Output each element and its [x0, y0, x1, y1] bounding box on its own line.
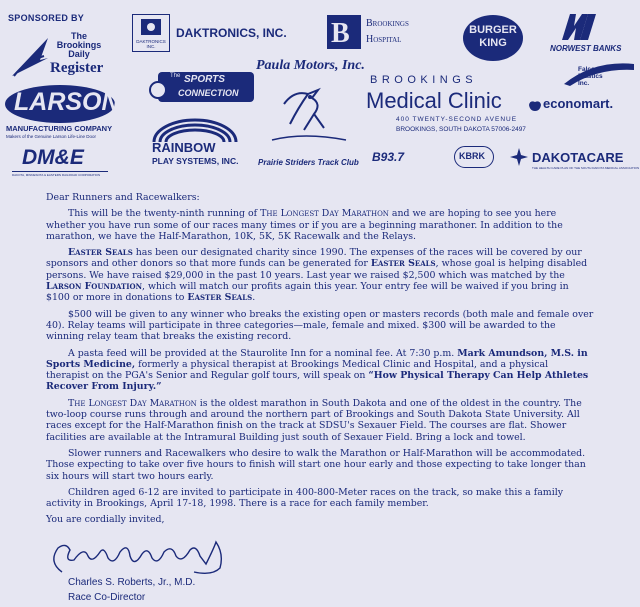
kbrk-name: KBRK	[459, 151, 485, 161]
daktronics-name: DAKTRONICS, INC.	[176, 26, 287, 40]
register-line3: Daily	[68, 49, 90, 59]
clinic-name: Medical Clinic	[366, 88, 502, 113]
economart-logo	[528, 96, 638, 116]
roadrunner-icon	[264, 84, 354, 148]
dme-tag: DAKOTA, MINNESOTA & EASTERN RAILROAD CORPORATION	[12, 173, 101, 177]
letter-body	[46, 192, 594, 526]
larson-name: LARSON	[14, 88, 120, 116]
paragraph-3: $500 will be given to any winner who breaks the existing open or masters records (both male and female over 40). Relay teams will participate in three categories—male, female and mixed. $300 will be awarded to the winning relay team that breaks the existing record.	[46, 308, 594, 343]
clinic-addr2: BROOKINGS, SOUTH DAKOTA 57006-2497	[396, 126, 526, 133]
burger-king-line2: KING	[479, 37, 507, 49]
paragraph-5: The Longest Day Marathon is the oldest marathon in South Dakota and one of the oldest in the country. The two-loop course runs through and around the northern part of Brookings and South Dakota State University. All races except for the Half-Marathon finish on the track at SDSU's Sexauer Field. The courses are flat. Shower facilities are available at the Intramural Building just south of Sexauer Field. Bring a lock and towel.	[46, 397, 582, 443]
rainbow-arc-icon	[150, 116, 240, 142]
falcon-line1: Falcon	[578, 66, 599, 73]
sports-line1: The	[170, 73, 181, 79]
paragraph-1: This will be the twenty-ninth running of The Longest Day Marathon and we are hoping to see you here whether you have run some of our races many times or if you are a beginning marathoner. In addition to the marathon, we have the Half-Marathon, 10K, 5K, 5K Racewalk and the Relays.	[46, 208, 563, 242]
register-line2: Brookings	[56, 40, 102, 50]
burger-king-logo	[462, 14, 524, 62]
hospital-bb-icon	[326, 14, 362, 50]
rainbow-line2: PLAY SYSTEMS, INC.	[152, 156, 239, 166]
sports-connection-logo	[148, 66, 258, 106]
register-swoosh-icon	[10, 36, 50, 78]
hospital-line1: Brookings	[366, 18, 409, 29]
brookings-hospital-logo	[326, 14, 436, 54]
svg-text:B: B	[331, 18, 350, 49]
falcon-line3: Inc.	[578, 80, 590, 87]
signature-name: Charles S. Roberts, Jr., M.D.	[68, 577, 196, 588]
larson-logo	[4, 84, 120, 142]
handwritten-signature	[44, 538, 244, 578]
letter-closing: You are cordially invited,	[46, 514, 165, 526]
daktronics-logo	[132, 14, 287, 58]
paragraph-4: A pasta feed will be provided at the Staurolite Inn for a nominal fee. At 7:30 p.m. Mark Amundson, M.S. in Sports Medicine, formerly a physical therapist at Brookings Medical Clinic and Hospital, and a physical therapist on the PGA's Senior and Regular golf tours, will speak on “How Physical Therapy Can Help Athletes Recover From Injury.”	[46, 347, 589, 393]
dme-logo	[12, 146, 112, 176]
clinic-addr1: 400 TWENTY-SECOND AVENUE	[396, 116, 518, 123]
larson-sub: MANUFACTURING COMPANY	[6, 124, 113, 133]
hospital-line2: Hospital	[366, 34, 402, 45]
sponsored-by-heading: SPONSORED BY	[8, 13, 85, 23]
paragraph-6: Slower runners and Racewalkers who desire to walk the Marathon or Half-Marathon will be accommodated. Those expecting to take over five hours to finish will start one hour early and those expecting to take longer than six hours will start two hours early.	[46, 447, 586, 482]
apple-icon	[528, 98, 542, 112]
burger-king-line1: BURGER	[469, 24, 517, 36]
rainbow-line1: RAINBOW	[152, 140, 216, 155]
daktronics-mark-icon	[141, 19, 161, 35]
rainbow-logo	[140, 116, 250, 170]
falcon-plastics-logo	[564, 60, 636, 88]
letter-greeting: Dear Runners and Racewalkers:	[46, 192, 200, 203]
dakotacare-tag: THE HEALTH CARE PLAN OF THE SOUTH DAKOTA MEDICAL ASSOCIATION	[532, 166, 640, 170]
norwest-name: NORWEST BANKS	[550, 44, 622, 53]
paragraph-2: Easter Seals has been our designated charity since 1990. The expenses of the races will be covered by our sponsors and other donors so that more funds can be generated for Easter Seals, whose goal is helping disabled persons. We have raised $29,000 in the past 10 years. Last year we raised $2,500 which was matched by the Larson Foundation, which will match our profits again this year. Your entry fee will be waived if you bring in $100 or more in donations to Easter Seals.	[46, 247, 588, 304]
clinic-top: BROOKINGS	[370, 74, 478, 86]
register-name: Register	[50, 60, 104, 76]
sports-line3: CONNECTION	[178, 88, 239, 98]
b937-logo: B93.7	[372, 150, 405, 164]
economart-name: economart.	[543, 96, 614, 111]
larson-tag: Makers of the Genuine Larson Life-Line Door	[6, 134, 97, 139]
prairie-striders-name: Prairie Striders Track Club	[258, 158, 359, 167]
dme-name: DM&E	[22, 146, 84, 169]
dakotacare-name: DAKOTACARE	[532, 150, 624, 165]
daktronics-small: DAKTRONICS INC.	[136, 39, 166, 49]
dakotacare-star-icon	[510, 148, 528, 166]
signature-title: Race Co-Director	[68, 592, 146, 603]
norwest-logo	[548, 12, 638, 58]
brookings-register-logo	[10, 32, 110, 80]
falcon-line2: Plastics	[578, 73, 603, 80]
dakotacare-logo	[510, 148, 640, 176]
kbrk-logo	[454, 146, 494, 168]
sports-line2: SPORTS	[184, 74, 225, 85]
medical-clinic-logo	[366, 74, 526, 140]
norwest-mark-icon	[558, 12, 598, 42]
paragraph-7: Children aged 6-12 are invited to participate in 400-800-Meter races on the track, so make this a family activity in Brookings, April 17-18, 1998. There is a race for each family member.	[46, 486, 563, 510]
register-line1: The	[70, 31, 87, 41]
paula-motors-name: Paula Motors, Inc.	[256, 58, 365, 73]
